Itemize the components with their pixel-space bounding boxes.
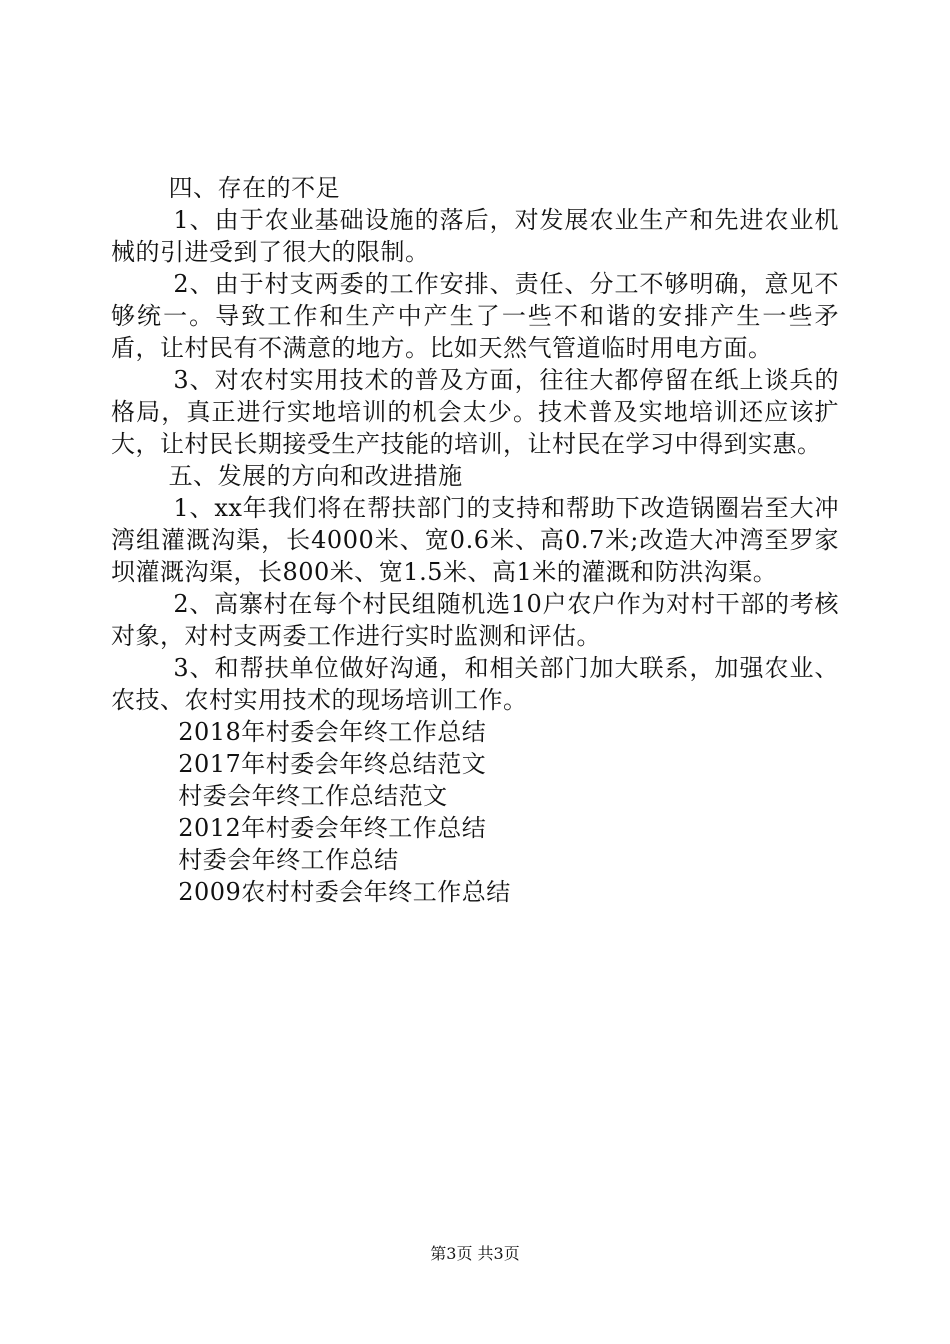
related-link[interactable]: 2009农村村委会年终工作总结	[178, 878, 511, 906]
related-link[interactable]: 2017年村委会年终总结范文	[178, 750, 487, 778]
section-heading-shortcomings: 四、存在的不足	[168, 174, 341, 202]
related-link[interactable]: 村委会年终工作总结	[178, 846, 399, 874]
paragraph: 1、xx年我们将在帮扶部门的支持和帮助下改造锅圈岩至大冲湾组灌溉沟渠，长4000米、宽0.6米、高0.7米;改造大冲湾至罗家坝灌溉沟渠，长800米、宽1.5米、高1米的灌溉和防洪沟渠。	[111, 494, 839, 586]
document-body	[111, 172, 839, 908]
related-link[interactable]: 2012年村委会年终工作总结	[178, 814, 487, 842]
paragraph: 2、由于村支两委的工作安排、责任、分工不够明确，意见不够统一。导致工作和生产中产生了一些不和谐的安排产生一些矛盾，让村民有不满意的地方。比如天然气管道临时用电方面。	[111, 270, 839, 362]
paragraph: 1、由于农业基础设施的落后，对发展农业生产和先进农业机械的引进受到了很大的限制。	[111, 206, 839, 266]
paragraph: 3、和帮扶单位做好沟通，和相关部门加大联系，加强农业、农技、农村实用技术的现场培训工作。	[111, 654, 839, 714]
paragraph: 2、高寨村在每个村民组随机选10户农户作为对村干部的考核对象，对村支两委工作进行实时监测和评估。	[111, 590, 839, 650]
related-link[interactable]: 村委会年终工作总结范文	[178, 782, 448, 810]
section-heading-improvements: 五、发展的方向和改进措施	[168, 462, 463, 490]
paragraph: 3、对农村实用技术的普及方面，往往大都停留在纸上谈兵的格局，真正进行实地培训的机会太少。技术普及实地培训还应该扩大，让村民长期接受生产技能的培训，让村民在学习中得到实惠。	[111, 366, 839, 458]
related-link[interactable]: 2018年村委会年终工作总结	[178, 718, 487, 746]
page-number-footer: 第3页 共3页	[430, 1244, 520, 1263]
